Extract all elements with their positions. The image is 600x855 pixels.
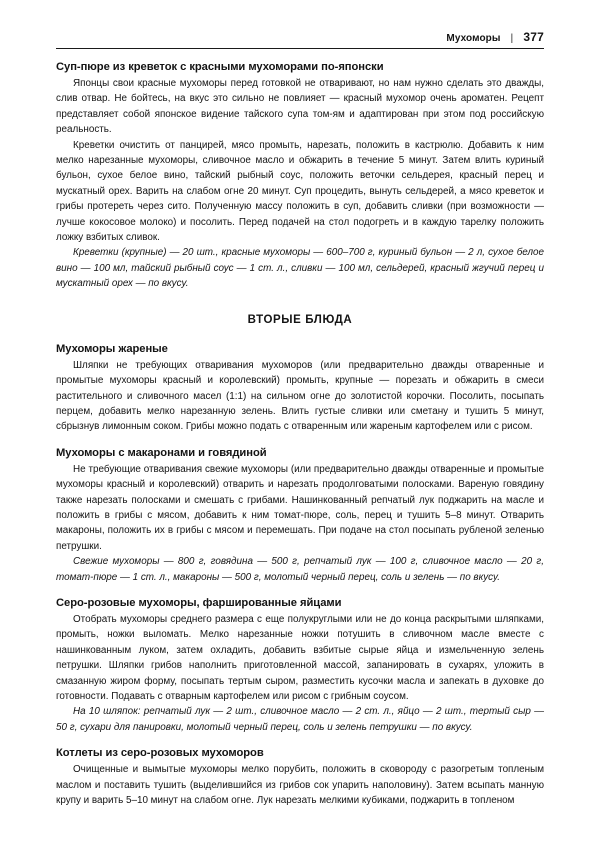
recipe-title: Мухоморы жареные (56, 342, 168, 355)
recipe-title: Мухоморы с макаронами и говядиной (56, 446, 267, 459)
running-head-separator: | (510, 32, 514, 44)
recipe-paragraph: Очищенные и вымытые мухоморы мелко порубить, положить в сковороду с разогретым топленым маслом и поставить тушить (выделившийся из грибов сок упарить наполовину). Затем всыпать манную крупу и варить 5–10 минут на слабом огне. Лук нарезать мелкими кубиками, поджарить в топленом (56, 764, 544, 807)
recipe-ingredients: Креветки (крупные) — 20 шт., красные мухоморы — 600–700 г, куриный бульон — 2 л, сухое белое вино — 100 мл, тайский рыбный соус — 1 ст. л., сливки — 100 мл, сельдерей, красный жгучий перец и мускатный орех — по вкусу. (56, 247, 544, 290)
page-number: 377 (523, 30, 544, 44)
recipe-section-1 (56, 342, 544, 435)
section-title: ВТОРЫЕ БЛЮДА (247, 313, 353, 326)
recipe-paragraph: Креветки очистить от панцирей, мясо промыть, нарезать, положить в кастрюлю. Добавить к ним мелко нарезанные мухоморы, сливочное масло и обжарить в течение 5 минут. Затем влить куриный бульон, сухое белое вино, тайский рыбный соус, положить веточки сельдерея, красный перец и мускатный орех. Варить на слабом огне 20 минут. Суп процедить, вынуть сельдерей, а мясо креветок и грибы протереть через сито. Полученную массу положить в суп, добавить сливки (при возможности — лучше кокосовое молоко) и посолить. Перед подачей на стол подогреть и в каждую тарелку положить ложку взбитых сливок. (56, 139, 544, 244)
recipe-paragraph: Шляпки не требующих отваривания мухоморов (или предварительно дважды отваренные и промытые мухоморы красный и королевский) промыть, крупные — порезать и обжарить в смеси растительного и сливочного масел (1:1) на сильном огне до золотистой корочки. Посолить, посыпать перцем, добавить мелко нарезанную зелень. Влить густые сливки или сметану и тушить 5 минут, сбрызнув лимонным соком. Грибы можно подать с отваренным или жареным картофелем или с рисом. (56, 359, 544, 433)
recipe-title: Серо-розовые мухоморы, фаршированные яйцами (56, 596, 342, 609)
header-divider (56, 48, 544, 49)
recipe-title: Котлеты из серо-розовых мухоморов (56, 747, 264, 760)
recipe-ingredients: Свежие мухоморы — 800 г, говядина — 500 г, репчатый лук — 100 г, сливочное масло — 20 г, томат-пюре — 1 ст. л., макароны — 500 г, молотый черный перец, соль и зелень — по вкусу. (56, 556, 544, 583)
running-head-chapter: Мухоморы (446, 33, 501, 44)
recipe-section-0 (56, 60, 544, 292)
recipe-paragraph: Отобрать мухоморы среднего размера с еще полукруглыми или не до конца раскрытыми шляпками, промыть, ножки выломать. Мелко нарезанные ножки потушить в сливочном масле вместе с нашинкованным луком, затем охладить, добавить взбитые сырые яйца и измельченную зелень петрушки. Шляпки грибов наполнить приготовленной массой, запанировать в сухарях, уложить в смазанную жиром форму, посыпать тертым сыром, разместить кусочки масла и запекать в духовке до готовности. Подавать с отварным картофелем или рисом с грибным соусом. (56, 613, 544, 702)
running-head (56, 30, 544, 48)
recipe-section-3 (56, 596, 544, 735)
recipe-ingredients: На 10 шляпок: репчатый лук — 2 шт., сливочное масло — 2 ст. л., яйцо — 2 шт., тертый сыр — 50 г, сухари для панировки, молотый черный перец, соль и зелень петрушки — по вкусу. (56, 706, 544, 733)
recipe-paragraph: Не требующие отваривания свежие мухоморы (или предварительно дважды отваренные и промытые мухоморы красный и королевский) отварить и нарезать продолговатыми полосками. Вареную говядину также нарезать полосками и смешать с грибами. Нашинкованный репчатый лук поджарить на масле и положить в грибы с мясом, добавить к ним томат-пюре, соль, перец и тушить 5–8 минут. Отварить макароны, положить их в грибы с мясом и перемешать. При подаче на стол посыпать рубленой зеленью петрушки. (56, 463, 544, 552)
recipe-paragraph: Японцы свои красные мухоморы перед готовкой не отваривают, но нам нужно сделать это дважды, слив отвар. Не бойтесь, на вкус это сильно не повлияет — красный мухомор очень ароматен. Рецепт представляет собой японское видение тайского супа том-ям и адаптирован при этом под российскую реальность. (56, 78, 544, 136)
recipe-section-2 (56, 446, 544, 585)
recipe-title: Суп-пюре из креветок с красными мухоморами по-японски (56, 61, 384, 73)
recipe-section-4 (56, 746, 544, 808)
